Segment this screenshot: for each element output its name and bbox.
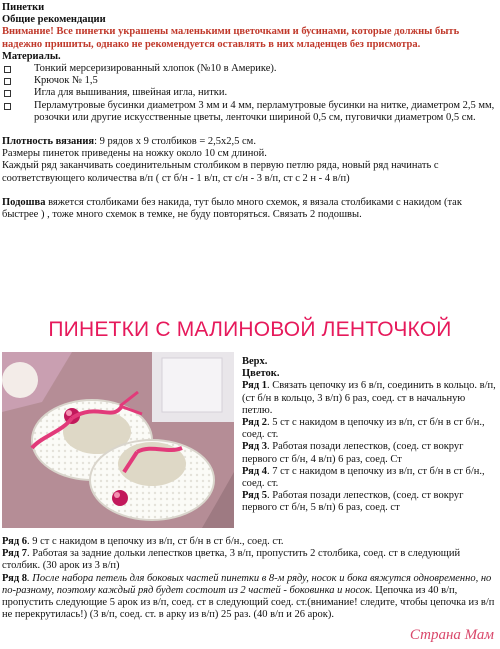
doc-subtitle: Общие рекомендации (2, 14, 106, 26)
row-rule-text: Каждый ряд заканчивать соединительным столбиком в первую петлю ряда, новый ряд начинать с соответствующего количества в/п ( ст б/н - 1 в/п, ст с/н - 3 в/п, ст с 2 н - 4 в/п) (2, 160, 439, 184)
square-bullet-icon (4, 78, 11, 85)
row-item: Ряд 7. Работая за задние дольки лепестков цветка, 3 в/п, пропустить 2 столбика, соед. ст в следующий столбик. (30 арок из 3 в/п) (2, 548, 461, 572)
row-item: Ряд 4. 7 ст с накидом в цепочку из в/п, ст б/н в ст б/н., соед. ст. (242, 465, 485, 490)
materials-heading: Материалы. (2, 50, 61, 62)
row-item: Ряд 2. 5 ст с накидом в цепочку из в/п, ст б/н в ст б/н., соед. ст. (242, 417, 485, 441)
list-item: Тонкий мерсеризированный хлопок (№10 в Америке). (2, 63, 498, 75)
row-item: Ряд 3. Работая позади лепестков, (соед. ст вокруг первого ст б/н, 4 в/п) 6 раз, соед. Ст (242, 441, 464, 465)
row-item: Ряд 1. Связать цепочку из 6 в/п, соединить в кольцо. в/п, (ст б/н в кольцо, 3 в/п) 6 раз, соед. ст в начальную петлю. (242, 380, 496, 416)
list-item: Игла для вышивания, швейная игла, нитки. (2, 87, 498, 99)
flower-heading: Цветок. (242, 368, 280, 380)
section-title: ПИНЕТКИ С МАЛИНОВОЙ ЛЕНТОЧКОЙ (48, 318, 452, 341)
row-item: Ряд 6. 9 ст с накидом в цепочку из в/п, ст б/н в ст б/н., соед. ст. (2, 536, 284, 547)
square-bullet-icon (4, 66, 11, 73)
list-item: Перламутровые бусинки диаметром 3 мм и 4 мм, перламутровые бусинки на нитке, диаметром 2,5 мм, розочки или другие искусственные цветы, ленточки шириной 0,5 см, пуговички диаметром 0,5 см. (2, 100, 498, 124)
intro-section (2, 2, 498, 221)
doc-title: Пинетки (2, 2, 45, 13)
top-part-instructions (242, 356, 498, 515)
warning-text: Внимание! Все пинетки украшены маленькими цветочками и бусинами, которые должны быть надежно пришиты, однако не рекомендуется оставлять в них младенцев без присмотра. (2, 26, 460, 50)
bottom-instructions (2, 536, 498, 621)
row-item: Ряд 8. После набора петель для боковых частей пинетки в 8-м ряду, носок и бока вяжутся одновременно, но по-разному, поэтому каждый ряд будет состоит из 2 частей - боковинка и носок. Цепочка из 40 в/п, пропустить следующие 5 арок из в/п, соед. ст в следующий соед. ст.(внимание! следите, чтобы цепочка из в/п не перекрутилась!) (3 в/п, соед. ст. в арку из в/п) 25 раз. (40 в/п и 26 арок). (2, 572, 495, 621)
top-heading: Верх. (242, 356, 268, 367)
sole-paragraph: Подошва вяжется столбиками без накида, тут было много схемок, я вязала столбиками с накидом (так быстрее ) , тоже много схемок в темке, не буду повторяться. Связать 2 подошвы. (2, 196, 462, 221)
list-item: Крючок № 1,5 (2, 75, 498, 87)
square-bullet-icon (4, 90, 11, 97)
materials-list (2, 63, 498, 124)
site-watermark: Страна Мам (409, 626, 494, 643)
density-line: Плотность вязания: 9 рядов х 9 столбиков = 2,5х2,5 см. (2, 136, 256, 148)
size-line: Размеры пинеток приведены на ножку около 10 см длиной. (2, 148, 267, 160)
booties-photo (2, 352, 234, 528)
square-bullet-icon (4, 103, 11, 110)
row-item: Ряд 5. Работая позади лепестков, (соед. ст вокруг первого ст б/н, 5 в/п) 6 раз, соед. ст (242, 490, 464, 514)
